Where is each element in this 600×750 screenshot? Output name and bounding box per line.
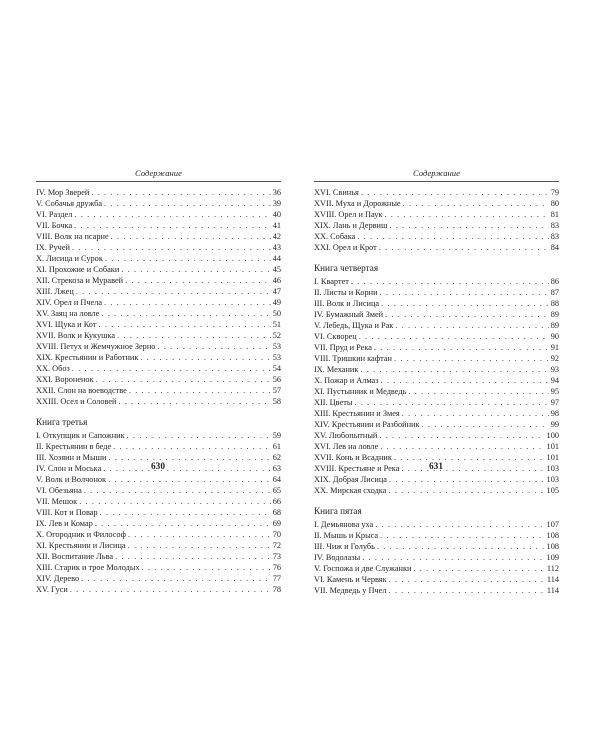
toc-entry-page: 62 xyxy=(272,453,281,462)
dot-leader xyxy=(389,220,548,231)
toc-entry-title: X. Пожар и Алмаз xyxy=(314,376,379,385)
toc-entry-page: 103 xyxy=(546,464,559,473)
toc-entry-page: 79 xyxy=(550,188,559,197)
dot-leader xyxy=(74,220,271,231)
toc-entry xyxy=(314,309,559,320)
toc-entry-page: 114 xyxy=(546,575,559,584)
toc-entry-title: XVI. Щука и Кот xyxy=(36,320,97,329)
toc-entry-title: XV. Заяц на ловле xyxy=(36,309,100,318)
toc-entry-page: 83 xyxy=(550,232,559,241)
toc-entry xyxy=(36,286,281,297)
toc-entry-title: III. Волк и Лисица xyxy=(314,299,380,308)
dot-leader xyxy=(395,320,548,331)
toc-entry xyxy=(36,441,281,452)
toc-entry xyxy=(314,242,559,253)
dot-leader xyxy=(95,518,271,529)
toc-entry-title: XIX. Добрая Лисица xyxy=(314,475,387,484)
page-number: 631 xyxy=(428,462,444,472)
toc-entry xyxy=(36,562,281,573)
toc-entry-page: 51 xyxy=(272,320,281,329)
toc-entry-page: 72 xyxy=(272,541,281,550)
toc-entry-page: 89 xyxy=(550,321,559,330)
toc-entry-page: 95 xyxy=(550,387,559,396)
toc-entry-title: I. Демьянова уха xyxy=(314,520,374,529)
book-heading: Книга пятая xyxy=(314,506,362,516)
toc-entry-page: 101 xyxy=(546,453,559,462)
toc-entry xyxy=(314,519,559,530)
dot-leader xyxy=(129,385,271,396)
toc-entry xyxy=(36,507,281,518)
toc-entry-title: XV. Гуси xyxy=(36,585,68,594)
toc-entry xyxy=(36,308,281,319)
toc-entry-title: IV. Водолазы xyxy=(314,553,361,562)
dot-leader xyxy=(380,287,549,298)
toc-entry xyxy=(314,287,559,298)
toc-entry-title: XIV. Орел и Пчела xyxy=(36,298,103,307)
dot-leader xyxy=(84,485,271,496)
dot-leader xyxy=(380,530,544,541)
toc-entry-title: XIV. Крестьянин и Разбойник xyxy=(314,420,420,429)
dot-leader xyxy=(377,541,545,552)
toc-entry-page: 52 xyxy=(272,331,281,340)
toc-entry-title: I. Откупщик и Сапожник xyxy=(36,431,125,440)
toc-entry-page: 76 xyxy=(272,563,281,572)
toc-entry xyxy=(314,441,559,452)
toc-entry xyxy=(36,297,281,308)
toc-entry xyxy=(314,530,559,541)
dot-leader xyxy=(104,198,271,209)
dot-leader xyxy=(72,242,271,253)
dot-leader xyxy=(101,308,270,319)
dot-leader xyxy=(117,330,271,341)
toc-entry-title: XIII. Лжец xyxy=(36,287,74,296)
toc-entry-page: 57 xyxy=(272,386,281,395)
dot-leader xyxy=(361,187,549,198)
toc-entry-page: 42 xyxy=(272,232,281,241)
toc-entry xyxy=(36,275,281,286)
toc-entry-title: XI. Крестьянин и Лисица xyxy=(36,541,126,550)
toc-entry-page: 63 xyxy=(272,464,281,473)
toc-entry-page: 97 xyxy=(550,398,559,407)
toc-entry-title: X. Лисица и Сурок xyxy=(36,254,103,263)
toc-entry xyxy=(314,187,559,198)
toc-entry-title: XVII. Конь и Всадник xyxy=(314,453,392,462)
toc-entry xyxy=(314,198,559,209)
dot-leader xyxy=(374,342,549,353)
toc-entry-page: 70 xyxy=(272,530,281,539)
dot-leader xyxy=(357,231,548,242)
toc-entry-title: XIII. Старик и трое Молодых xyxy=(36,563,140,572)
toc-entry xyxy=(36,352,281,363)
toc-entry-title: VIII. Тришкин кафтан xyxy=(314,354,392,363)
toc-entry-title: XI. Прохожие и Собаки xyxy=(36,265,120,274)
toc-entry-page: 56 xyxy=(272,375,281,384)
toc-entry xyxy=(314,541,559,552)
header-rule xyxy=(36,181,281,182)
toc-entry-title: XVIII. Крестьяне и Река xyxy=(314,464,400,473)
dot-leader xyxy=(389,574,545,585)
toc-entry xyxy=(314,408,559,419)
dot-leader xyxy=(379,430,544,441)
toc-entry-title: XX. Мирская сходка xyxy=(314,486,387,495)
toc-entry-page: 87 xyxy=(550,288,559,297)
dot-leader xyxy=(142,562,271,573)
dot-leader xyxy=(79,496,271,507)
toc-entry-page: 108 xyxy=(546,531,559,540)
left-page xyxy=(36,168,281,595)
toc-entry-page: 36 xyxy=(272,188,281,197)
dot-leader xyxy=(394,353,549,364)
toc-entry-title: XII. Воспитание Льва xyxy=(36,552,114,561)
toc-entry xyxy=(36,242,281,253)
toc-entry xyxy=(314,209,559,220)
toc-entry-title: XIV. Дерево xyxy=(36,574,80,583)
toc-entry xyxy=(36,540,281,551)
dot-leader xyxy=(389,474,545,485)
toc-entry xyxy=(36,330,281,341)
toc-list xyxy=(314,187,559,253)
dot-leader xyxy=(113,441,271,452)
toc-entry xyxy=(314,342,559,353)
dot-leader xyxy=(96,374,271,385)
toc-entry-title: VIII. Волк на псарне xyxy=(36,232,109,241)
toc-entry-page: 86 xyxy=(550,277,559,286)
toc-entry-title: VII. Пруд и Река xyxy=(314,343,372,352)
toc-entry-title: V. Волк и Волчонок xyxy=(36,475,107,484)
toc-entry-page: 108 xyxy=(546,542,559,551)
toc-entry-page: 64 xyxy=(272,475,281,484)
dot-leader xyxy=(108,474,271,485)
dot-leader xyxy=(76,286,271,297)
toc-entry xyxy=(36,396,281,407)
toc-entry xyxy=(36,231,281,242)
dot-leader xyxy=(351,276,549,287)
header-rule xyxy=(314,181,559,182)
toc-entry-title: VII. Мешок xyxy=(36,497,78,506)
dot-leader xyxy=(403,198,549,209)
toc-entry-page: 54 xyxy=(272,364,281,373)
toc-entry-page: 107 xyxy=(546,520,559,529)
toc-entry xyxy=(314,386,559,397)
dot-leader xyxy=(100,507,271,518)
toc-entry-page: 100 xyxy=(546,431,559,440)
dot-leader xyxy=(385,309,549,320)
toc-entry-title: XVIII. Орел и Паук xyxy=(314,210,383,219)
dot-leader xyxy=(111,231,271,242)
toc-list xyxy=(36,430,281,595)
toc-entry xyxy=(36,584,281,595)
toc-entry xyxy=(314,474,559,485)
toc-entry xyxy=(36,518,281,529)
toc-entry xyxy=(314,353,559,364)
toc-entry-title: V. Госпожа и две Служанки xyxy=(314,564,412,573)
toc-entry-page: 43 xyxy=(272,243,281,252)
toc-entry-title: XVII. Волк и Кукушка xyxy=(36,331,116,340)
toc-entry xyxy=(314,276,559,287)
toc-entry xyxy=(36,551,281,562)
toc-entry xyxy=(36,529,281,540)
toc-entry-title: II. Листы и Корни xyxy=(314,288,378,297)
toc-entry-page: 89 xyxy=(550,310,559,319)
toc-entry-title: XX. Обоз xyxy=(36,364,70,373)
dot-leader xyxy=(70,584,271,595)
toc-entry xyxy=(36,573,281,584)
toc-entry-page: 80 xyxy=(550,199,559,208)
toc-entry xyxy=(36,430,281,441)
dot-leader xyxy=(362,552,544,563)
toc-entry xyxy=(314,375,559,386)
toc-entry-page: 69 xyxy=(272,519,281,528)
dot-leader xyxy=(128,529,271,540)
dot-leader xyxy=(359,331,549,342)
dot-leader xyxy=(354,397,548,408)
toc-entry-page: 47 xyxy=(272,287,281,296)
toc-entry-title: XI. Пустынник и Медведь xyxy=(314,387,407,396)
dot-leader xyxy=(121,264,270,275)
toc-entry xyxy=(314,419,559,430)
dot-leader xyxy=(127,430,271,441)
toc-entry-title: XVI. Лев на ловле xyxy=(314,442,379,451)
toc-entry-title: III. Чиж и Голубь xyxy=(314,542,375,551)
dot-leader xyxy=(360,364,548,375)
toc-entry xyxy=(314,331,559,342)
toc-entry-title: XIX. Лань и Дервиш xyxy=(314,221,388,230)
toc-entry-page: 114 xyxy=(546,586,559,595)
toc-entry-page: 41 xyxy=(272,221,281,230)
toc-entry-title: IX. Лев и Комар xyxy=(36,519,93,528)
toc-entry-title: XII. Стрекоза и Муравей xyxy=(36,276,124,285)
toc-entry-page: 103 xyxy=(546,475,559,484)
toc-entry-page: 46 xyxy=(272,276,281,285)
toc-list xyxy=(36,187,281,407)
page-number: 630 xyxy=(150,462,166,472)
toc-entry-page: 112 xyxy=(546,564,559,573)
toc-entry xyxy=(314,397,559,408)
toc-entry-title: IX. Ручей xyxy=(36,243,70,252)
toc-entry-page: 61 xyxy=(272,442,281,451)
toc-entry-page: 65 xyxy=(272,486,281,495)
running-head: Содержание xyxy=(413,168,460,178)
toc-entry-page: 73 xyxy=(272,552,281,561)
dot-leader xyxy=(375,519,544,530)
toc-entry-title: V. Лебедь, Щука и Рак xyxy=(314,321,394,330)
toc-entry-page: 83 xyxy=(550,221,559,230)
toc-entry-title: XIII. Крестьянин и Змея xyxy=(314,409,400,418)
toc-entry-title: I. Квартет xyxy=(314,277,349,286)
toc-entry-page: 44 xyxy=(272,254,281,263)
toc-entry xyxy=(314,574,559,585)
right-page xyxy=(314,168,559,596)
toc-entry-title: X. Огородник и Философ xyxy=(36,530,126,539)
toc-entry xyxy=(314,220,559,231)
dot-leader xyxy=(408,386,548,397)
toc-entry-page: 88 xyxy=(550,299,559,308)
dot-leader xyxy=(384,209,548,220)
toc-entry-page: 77 xyxy=(272,574,281,583)
toc-entry-title: VII. Медведь у Пчел xyxy=(314,586,387,595)
dot-leader xyxy=(422,419,549,430)
dot-leader xyxy=(72,363,271,374)
toc-entry-title: IV. Бумажный Змей xyxy=(314,310,384,319)
toc-entry-title: XXIII. Осел и Соловей xyxy=(36,397,117,406)
dot-leader xyxy=(74,209,270,220)
dot-leader xyxy=(381,375,549,386)
toc-entry-page: 98 xyxy=(550,409,559,418)
dot-leader xyxy=(118,396,270,407)
toc-entry-page: 39 xyxy=(272,199,281,208)
toc-entry-title: IV. Слон и Моська xyxy=(36,464,102,473)
toc-entry-title: VI. Раздел xyxy=(36,210,73,219)
dot-leader xyxy=(81,573,271,584)
toc-list xyxy=(314,519,559,596)
toc-entry-title: V. Собачья дружба xyxy=(36,199,102,208)
dot-leader xyxy=(91,187,270,198)
toc-entry-page: 53 xyxy=(272,342,281,351)
toc-entry-page: 81 xyxy=(550,210,559,219)
dot-leader xyxy=(413,563,544,574)
toc-entry-page: 91 xyxy=(550,343,559,352)
toc-entry xyxy=(314,298,559,309)
toc-entry xyxy=(36,385,281,396)
toc-entry xyxy=(314,320,559,331)
toc-entry-title: XV. Любопытный xyxy=(314,431,378,440)
toc-entry xyxy=(314,585,559,596)
toc-entry xyxy=(36,363,281,374)
dot-leader xyxy=(105,253,271,264)
toc-entry xyxy=(314,364,559,375)
toc-entry-title: XII. Цветы xyxy=(314,398,353,407)
toc-entry-title: XVIII. Петух и Жемчужное Зерно xyxy=(36,342,156,351)
toc-entry-title: II. Крестьянин в беде xyxy=(36,442,112,451)
toc-entry-page: 66 xyxy=(272,497,281,506)
toc-entry-title: VI. Обезьяна xyxy=(36,486,82,495)
toc-entry xyxy=(36,485,281,496)
dot-leader xyxy=(388,585,544,596)
toc-entry xyxy=(314,485,559,496)
dot-leader xyxy=(125,275,271,286)
toc-entry-page: 84 xyxy=(550,243,559,252)
toc-entry-page: 49 xyxy=(272,298,281,307)
toc-entry-title: VII. Бочка xyxy=(36,221,73,230)
toc-entry-page: 45 xyxy=(272,265,281,274)
toc-entry-page: 101 xyxy=(546,442,559,451)
toc-entry xyxy=(36,264,281,275)
toc-entry-page: 90 xyxy=(550,332,559,341)
toc-entry xyxy=(36,187,281,198)
toc-entry-page: 50 xyxy=(272,309,281,318)
dot-leader xyxy=(104,297,271,308)
toc-entry-title: XX. Собака xyxy=(314,232,356,241)
toc-entry-title: XXI. Орел и Крот xyxy=(314,243,377,252)
toc-entry-title: VI. Скворец xyxy=(314,332,357,341)
dot-leader xyxy=(388,485,544,496)
toc-entry-title: IX. Механик xyxy=(314,365,359,374)
dot-leader xyxy=(402,408,549,419)
dot-leader xyxy=(115,551,271,562)
toc-entry-title: VI. Камень и Червяк xyxy=(314,575,387,584)
toc-entry-title: XXI. Вороненок xyxy=(36,375,94,384)
toc-entry xyxy=(36,253,281,264)
book-heading: Книга четвертая xyxy=(314,263,379,273)
dot-leader xyxy=(128,540,271,551)
toc-entry xyxy=(36,341,281,352)
dot-leader xyxy=(381,298,549,309)
dot-leader xyxy=(379,242,549,253)
toc-entry-title: III. Хозяин и Мыши xyxy=(36,453,107,462)
toc-entry xyxy=(36,496,281,507)
toc-entry-page: 40 xyxy=(272,210,281,219)
toc-entry-page: 99 xyxy=(550,420,559,429)
toc-entry xyxy=(36,374,281,385)
toc-entry xyxy=(36,198,281,209)
toc-entry-title: II. Мышь и Крыса xyxy=(314,531,379,540)
toc-entry-title: XVII. Муха и Дорожные xyxy=(314,199,401,208)
toc-entry-page: 92 xyxy=(550,354,559,363)
toc-entry-page: 105 xyxy=(546,486,559,495)
toc-entry-page: 109 xyxy=(546,553,559,562)
toc-entry-title: XXII. Слон на воеводстве xyxy=(36,386,127,395)
toc-entry xyxy=(36,209,281,220)
toc-entry xyxy=(36,319,281,330)
toc-entry xyxy=(314,563,559,574)
toc-entry xyxy=(314,552,559,563)
book-heading: Книга третья xyxy=(36,417,88,427)
toc-entry-page: 68 xyxy=(272,508,281,517)
toc-entry xyxy=(314,231,559,242)
toc-entry xyxy=(36,220,281,231)
toc-entry-title: VIII. Кот и Повар xyxy=(36,508,98,517)
dot-leader xyxy=(98,319,270,330)
toc-entry-page: 94 xyxy=(550,376,559,385)
toc-entry-page: 59 xyxy=(272,431,281,440)
toc-entry-title: XIX. Крестьянин и Работник xyxy=(36,353,139,362)
toc-entry-page: 58 xyxy=(272,397,281,406)
toc-entry xyxy=(36,474,281,485)
toc-entry-page: 53 xyxy=(272,353,281,362)
dot-leader xyxy=(380,441,544,452)
toc-entry-title: IV. Мор Зверей xyxy=(36,188,90,197)
toc-entry xyxy=(314,430,559,441)
dot-leader xyxy=(140,352,270,363)
dot-leader xyxy=(157,341,270,352)
toc-entry-page: 93 xyxy=(550,365,559,374)
toc-entry-title: XVI. Свинья xyxy=(314,188,359,197)
toc-entry-page: 78 xyxy=(272,585,281,594)
running-head: Содержание xyxy=(135,168,182,178)
